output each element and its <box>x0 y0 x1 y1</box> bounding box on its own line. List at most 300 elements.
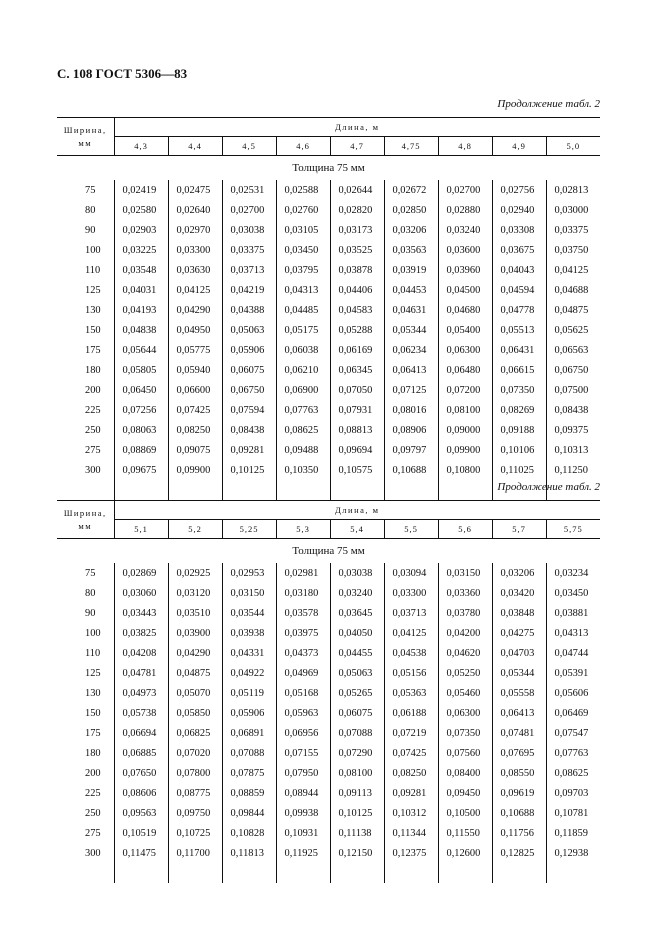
volume-cell: 0,03960 <box>438 260 492 280</box>
volume-cell: 0,06038 <box>276 340 330 360</box>
volume-cell: 0,03548 <box>114 260 168 280</box>
table-row <box>57 843 600 863</box>
volume-cell: 0,02820 <box>330 200 384 220</box>
volume-cell: 0,11344 <box>384 823 438 843</box>
volume-cell: 0,05644 <box>114 340 168 360</box>
volume-cell: 0,07290 <box>330 743 384 763</box>
volume-cell: 0,09450 <box>438 783 492 803</box>
volume-cell: 0,03525 <box>330 240 384 260</box>
volume-cell: 0,06210 <box>276 360 330 380</box>
width-cell: 250 <box>57 803 114 823</box>
continuation-note-1: Продолжение табл. 2 <box>497 98 600 110</box>
volume-cell: 0,05288 <box>330 320 384 340</box>
volume-cell: 0,04208 <box>114 643 168 663</box>
volume-cell: 0,05400 <box>438 320 492 340</box>
length-column-header: 5,2 <box>168 520 222 539</box>
volume-cell: 0,09750 <box>168 803 222 823</box>
volume-cell: 0,05906 <box>222 340 276 360</box>
table-row <box>57 683 600 703</box>
volume-cell: 0,07088 <box>330 723 384 743</box>
volume-cell: 0,05625 <box>554 324 589 336</box>
table-row <box>57 320 600 340</box>
volume-cell: 0,05265 <box>330 683 384 703</box>
width-cell: 225 <box>57 783 114 803</box>
width-cell: 175 <box>57 340 114 360</box>
volume-cell: 0,03360 <box>438 583 492 603</box>
length-header: Длина, м <box>114 118 600 137</box>
width-cell: 225 <box>57 400 114 420</box>
volume-cell: 0,03450 <box>554 587 589 599</box>
width-cell: 125 <box>57 280 114 300</box>
volume-cell: 0,07350 <box>492 380 546 400</box>
volume-cell: 0,11813 <box>222 843 276 863</box>
volume-cell: 0,09488 <box>276 440 330 460</box>
continuation-note-2: Продолжение табл. 2 <box>497 481 600 493</box>
volume-cell: 0,04125 <box>384 623 438 643</box>
table-row <box>57 783 600 803</box>
volume-cell: 0,02580 <box>114 200 168 220</box>
width-cell: 175 <box>57 723 114 743</box>
length-column-header: 5,1 <box>114 520 168 539</box>
volume-cell: 0,07350 <box>438 723 492 743</box>
volume-cell: 0,03173 <box>330 220 384 240</box>
width-cell: 150 <box>57 320 114 340</box>
width-cell: 130 <box>57 300 114 320</box>
volume-cell: 0,12600 <box>438 843 492 863</box>
volume-cell: 0,10125 <box>222 460 276 480</box>
thickness-title: Толщина 75 мм <box>292 162 365 174</box>
volume-cell: 0,04973 <box>114 683 168 703</box>
volume-cell: 0,11025 <box>492 460 546 480</box>
length-column-header: 4,75 <box>384 137 438 156</box>
volume-cell: 0,10828 <box>222 823 276 843</box>
length-column-header: 4,8 <box>438 137 492 156</box>
volume-cell: 0,07125 <box>384 380 438 400</box>
volume-cell: 0,09694 <box>330 440 384 460</box>
table-row <box>57 723 600 743</box>
volume-cell: 0,08250 <box>168 420 222 440</box>
length-column-header: 5,4 <box>330 520 384 539</box>
volume-cell: 0,03878 <box>330 260 384 280</box>
volume-cell: 0,02880 <box>438 200 492 220</box>
volume-cell: 0,07950 <box>276 763 330 783</box>
volume-cell: 0,05906 <box>222 703 276 723</box>
table-row <box>57 603 600 623</box>
volume-cell: 0,06750 <box>222 380 276 400</box>
width-header <box>57 501 114 539</box>
volume-cell: 0,09281 <box>222 440 276 460</box>
width-cell: 90 <box>57 603 114 623</box>
volume-cell: 0,10781 <box>554 807 589 819</box>
volume-cell: 0,07050 <box>330 380 384 400</box>
volume-cell: 0,08100 <box>330 763 384 783</box>
length-column-header: 5,7 <box>492 520 546 539</box>
volume-cell: 0,06825 <box>168 723 222 743</box>
volume-cell: 0,05344 <box>492 663 546 683</box>
table-row <box>57 220 600 240</box>
volume-cell: 0,09938 <box>276 803 330 823</box>
volume-cell: 0,07931 <box>330 400 384 420</box>
table-row <box>57 260 600 280</box>
volume-cell: 0,08063 <box>114 420 168 440</box>
length-column-header: 5,75 <box>546 520 600 539</box>
volume-cell: 0,05070 <box>168 683 222 703</box>
volume-cell: 0,02588 <box>276 180 330 200</box>
volume-cell: 0,08813 <box>330 420 384 440</box>
volume-cell: 0,03510 <box>168 603 222 623</box>
width-header-unit: мм <box>78 137 93 148</box>
table-row <box>57 400 600 420</box>
volume-cell: 0,06900 <box>276 380 330 400</box>
volume-cell: 0,07155 <box>276 743 330 763</box>
volume-cell: 0,02531 <box>222 180 276 200</box>
volume-cell: 0,06413 <box>384 360 438 380</box>
table-row <box>57 643 600 663</box>
volume-cell: 0,04875 <box>554 304 589 316</box>
volume-cell: 0,05606 <box>554 687 589 699</box>
volume-cell: 0,04219 <box>222 280 276 300</box>
width-cell: 300 <box>57 843 114 863</box>
volume-cell: 0,06615 <box>492 360 546 380</box>
width-cell: 275 <box>57 823 114 843</box>
volume-cell: 0,12150 <box>330 843 384 863</box>
length-column-header: 4,9 <box>492 137 546 156</box>
volume-cell: 0,03234 <box>554 567 589 579</box>
volume-cell: 0,03094 <box>384 563 438 583</box>
volume-cell: 0,09797 <box>384 440 438 460</box>
volume-cell: 0,07547 <box>554 727 589 739</box>
volume-cell: 0,03975 <box>276 623 330 643</box>
volume-cell: 0,03900 <box>168 623 222 643</box>
width-cell: 125 <box>57 663 114 683</box>
volume-cell: 0,09703 <box>554 787 589 799</box>
volume-cell: 0,08944 <box>276 783 330 803</box>
volume-cell: 0,11138 <box>330 823 384 843</box>
table-row <box>57 623 600 643</box>
width-cell: 80 <box>57 200 114 220</box>
volume-cell: 0,06600 <box>168 380 222 400</box>
volume-cell: 0,03038 <box>222 220 276 240</box>
volume-cell: 0,04373 <box>276 643 330 663</box>
volume-cell: 0,07088 <box>222 743 276 763</box>
volume-cell: 0,06345 <box>330 360 384 380</box>
width-cell: 75 <box>57 563 114 583</box>
volume-cell: 0,05063 <box>222 320 276 340</box>
volume-cell: 0,03645 <box>330 603 384 623</box>
width-cell: 75 <box>57 180 114 200</box>
volume-cell: 0,07763 <box>554 747 589 759</box>
volume-cell: 0,05558 <box>492 683 546 703</box>
width-cell: 150 <box>57 703 114 723</box>
volume-cell: 0,07594 <box>222 400 276 420</box>
volume-cell: 0,06300 <box>438 703 492 723</box>
volume-cell: 0,04290 <box>168 300 222 320</box>
volume-cell: 0,08625 <box>554 767 589 779</box>
table-row <box>57 420 600 440</box>
volume-cell: 0,07219 <box>384 723 438 743</box>
volume-cell: 0,05344 <box>384 320 438 340</box>
width-header-label: Ширина, <box>63 507 107 518</box>
volume-cell: 0,09113 <box>330 783 384 803</box>
volume-cell: 0,04200 <box>438 623 492 643</box>
volume-cell: 0,08400 <box>438 763 492 783</box>
volume-cell: 0,04485 <box>276 300 330 320</box>
length-column-header: 5,3 <box>276 520 330 539</box>
volume-cell: 0,06300 <box>438 340 492 360</box>
width-header-unit: мм <box>78 520 93 531</box>
volume-cell: 0,07500 <box>554 384 589 396</box>
volume-cell: 0,07425 <box>168 400 222 420</box>
volume-cell: 0,10313 <box>554 444 589 456</box>
width-cell: 100 <box>57 240 114 260</box>
table-row <box>57 440 600 460</box>
width-cell: 200 <box>57 380 114 400</box>
width-cell: 180 <box>57 360 114 380</box>
volume-cell: 0,09281 <box>384 783 438 803</box>
volume-cell: 0,03375 <box>222 240 276 260</box>
volume-cell: 0,06188 <box>384 703 438 723</box>
volume-cell: 0,03375 <box>554 224 589 236</box>
volume-cell: 0,03600 <box>438 240 492 260</box>
volume-cell: 0,03150 <box>222 583 276 603</box>
volume-cell: 0,05513 <box>492 320 546 340</box>
volume-cell: 0,06450 <box>114 380 168 400</box>
volume-cell: 0,03675 <box>492 240 546 260</box>
volume-cell: 0,04875 <box>168 663 222 683</box>
volume-cell: 0,03544 <box>222 603 276 623</box>
volume-cell: 0,03919 <box>384 260 438 280</box>
volume-cell: 0,10312 <box>384 803 438 823</box>
volume-cell: 0,06169 <box>330 340 384 360</box>
volume-cell: 0,07800 <box>168 763 222 783</box>
volume-cell: 0,03938 <box>222 623 276 643</box>
volume-cell: 0,03308 <box>492 220 546 240</box>
length-column-header: 5,25 <box>222 520 276 539</box>
volume-cell: 0,06885 <box>114 743 168 763</box>
volume-cell: 0,04688 <box>554 284 589 296</box>
length-header: Длина, м <box>114 501 600 520</box>
volume-cell: 0,03630 <box>168 260 222 280</box>
volume-cell: 0,06075 <box>330 703 384 723</box>
volume-cell: 0,03240 <box>330 583 384 603</box>
page-header: С. 108 ГОСТ 5306—83 <box>57 66 188 81</box>
volume-cell: 0,07763 <box>276 400 330 420</box>
volume-cell: 0,02850 <box>384 200 438 220</box>
volume-cell: 0,04290 <box>168 643 222 663</box>
volume-cell: 0,06694 <box>114 723 168 743</box>
width-cell: 100 <box>57 623 114 643</box>
volume-cell: 0,08906 <box>384 420 438 440</box>
table-row <box>57 240 600 260</box>
volume-cell: 0,02700 <box>222 200 276 220</box>
volume-cell: 0,06469 <box>554 707 589 719</box>
volume-cell: 0,02953 <box>222 563 276 583</box>
volume-cell: 0,02475 <box>168 180 222 200</box>
width-header <box>57 118 114 156</box>
volume-cell: 0,03750 <box>554 244 589 256</box>
volume-cell: 0,04583 <box>330 300 384 320</box>
volume-cell: 0,07200 <box>438 380 492 400</box>
length-column-header: 5,0 <box>546 137 600 156</box>
volume-cell: 0,08859 <box>222 783 276 803</box>
table-row <box>57 280 600 300</box>
volume-cell: 0,09900 <box>168 460 222 480</box>
volume-cell: 0,03713 <box>384 603 438 623</box>
volume-cell: 0,09844 <box>222 803 276 823</box>
volume-cell: 0,06891 <box>222 723 276 743</box>
volume-cell: 0,04778 <box>492 300 546 320</box>
table-row <box>57 300 600 320</box>
volume-cell: 0,03225 <box>114 240 168 260</box>
volume-cell: 0,12825 <box>492 843 546 863</box>
volume-cell: 0,04838 <box>114 320 168 340</box>
volume-cell: 0,07481 <box>492 723 546 743</box>
volume-cell: 0,11925 <box>276 843 330 863</box>
volume-cell: 0,05119 <box>222 683 276 703</box>
volume-cell: 0,10106 <box>492 440 546 460</box>
volume-cell: 0,07875 <box>222 763 276 783</box>
volume-cell: 0,02760 <box>276 200 330 220</box>
width-cell: 110 <box>57 643 114 663</box>
volume-cell: 0,04125 <box>168 280 222 300</box>
volume-cell: 0,07256 <box>114 400 168 420</box>
volume-cell: 0,04594 <box>492 280 546 300</box>
volume-cell: 0,07560 <box>438 743 492 763</box>
table-row <box>57 200 600 220</box>
volume-cell: 0,05175 <box>276 320 330 340</box>
volume-table-1 <box>57 117 600 500</box>
table-row <box>57 823 600 843</box>
table-row <box>57 180 600 200</box>
length-column-header: 4,3 <box>114 137 168 156</box>
volume-cell: 0,09075 <box>168 440 222 460</box>
volume-cell: 0,05738 <box>114 703 168 723</box>
width-cell: 250 <box>57 420 114 440</box>
volume-cell: 0,11756 <box>492 823 546 843</box>
volume-cell: 0,02869 <box>114 563 168 583</box>
table-row <box>57 743 600 763</box>
width-cell: 180 <box>57 743 114 763</box>
table-row <box>57 663 600 683</box>
width-header-label: Ширина, <box>63 124 107 135</box>
volume-cell: 0,03420 <box>492 583 546 603</box>
width-cell: 275 <box>57 440 114 460</box>
volume-cell: 0,05250 <box>438 663 492 683</box>
length-column-header: 4,4 <box>168 137 222 156</box>
volume-cell: 0,09188 <box>492 420 546 440</box>
volume-cell: 0,03206 <box>492 563 546 583</box>
volume-cell: 0,09900 <box>438 440 492 460</box>
length-column-header: 5,5 <box>384 520 438 539</box>
volume-cell: 0,04050 <box>330 623 384 643</box>
volume-cell: 0,08438 <box>222 420 276 440</box>
volume-cell: 0,04455 <box>330 643 384 663</box>
table-row <box>57 380 600 400</box>
volume-cell: 0,03150 <box>438 563 492 583</box>
volume-cell: 0,03780 <box>438 603 492 623</box>
volume-cell: 0,02903 <box>114 220 168 240</box>
volume-cell: 0,04331 <box>222 643 276 663</box>
volume-cell: 0,04781 <box>114 663 168 683</box>
volume-cell: 0,04313 <box>554 627 589 639</box>
width-cell: 300 <box>57 460 114 480</box>
width-cell: 200 <box>57 763 114 783</box>
volume-cell: 0,09675 <box>114 460 168 480</box>
volume-cell: 0,11475 <box>114 843 168 863</box>
volume-cell: 0,02925 <box>168 563 222 583</box>
volume-cell: 0,04406 <box>330 280 384 300</box>
volume-cell: 0,08625 <box>276 420 330 440</box>
volume-cell: 0,04125 <box>554 264 589 276</box>
volume-cell: 0,04500 <box>438 280 492 300</box>
volume-cell: 0,04275 <box>492 623 546 643</box>
volume-cell: 0,03240 <box>438 220 492 240</box>
volume-cell: 0,04744 <box>554 647 589 659</box>
volume-cell: 0,11250 <box>554 464 588 476</box>
volume-cell: 0,11700 <box>168 843 222 863</box>
volume-cell: 0,06563 <box>554 344 589 356</box>
length-column-header: 4,5 <box>222 137 276 156</box>
volume-cell: 0,05391 <box>554 667 589 679</box>
volume-cell: 0,03105 <box>276 220 330 240</box>
volume-cell: 0,04193 <box>114 300 168 320</box>
volume-cell: 0,03443 <box>114 603 168 623</box>
volume-cell: 0,04631 <box>384 300 438 320</box>
length-column-header: 4,6 <box>276 137 330 156</box>
volume-cell: 0,06431 <box>492 340 546 360</box>
volume-cell: 0,05156 <box>384 663 438 683</box>
volume-cell: 0,04680 <box>438 300 492 320</box>
volume-cell: 0,04922 <box>222 663 276 683</box>
volume-cell: 0,08250 <box>384 763 438 783</box>
width-cell: 90 <box>57 220 114 240</box>
volume-cell: 0,04538 <box>384 643 438 663</box>
volume-cell: 0,10350 <box>276 460 330 480</box>
table-row <box>57 803 600 823</box>
volume-cell: 0,02813 <box>554 184 589 196</box>
volume-cell: 0,04969 <box>276 663 330 683</box>
volume-cell: 0,02756 <box>492 180 546 200</box>
volume-cell: 0,08869 <box>114 440 168 460</box>
volume-cell: 0,08100 <box>438 400 492 420</box>
volume-cell: 0,04620 <box>438 643 492 663</box>
volume-cell: 0,11550 <box>438 823 492 843</box>
volume-cell: 0,02419 <box>114 180 168 200</box>
volume-cell: 0,10725 <box>168 823 222 843</box>
volume-cell: 0,03300 <box>168 240 222 260</box>
volume-cell: 0,05805 <box>114 360 168 380</box>
width-cell: 80 <box>57 583 114 603</box>
table-row <box>57 703 600 723</box>
volume-cell: 0,12375 <box>384 843 438 863</box>
volume-cell: 0,09375 <box>554 424 589 436</box>
volume-cell: 0,05363 <box>384 683 438 703</box>
thickness-title: Толщина 75 мм <box>292 545 365 557</box>
volume-cell: 0,03180 <box>276 583 330 603</box>
volume-cell: 0,05775 <box>168 340 222 360</box>
table-row <box>57 563 600 583</box>
volume-cell: 0,03120 <box>168 583 222 603</box>
volume-cell: 0,04453 <box>384 280 438 300</box>
volume-cell: 0,10800 <box>438 460 492 480</box>
volume-cell: 0,05460 <box>438 683 492 703</box>
volume-cell: 0,05168 <box>276 683 330 703</box>
volume-cell: 0,07425 <box>384 743 438 763</box>
volume-cell: 0,03450 <box>276 240 330 260</box>
volume-cell: 0,03795 <box>276 260 330 280</box>
table-row <box>57 460 600 480</box>
volume-cell: 0,04031 <box>114 280 168 300</box>
